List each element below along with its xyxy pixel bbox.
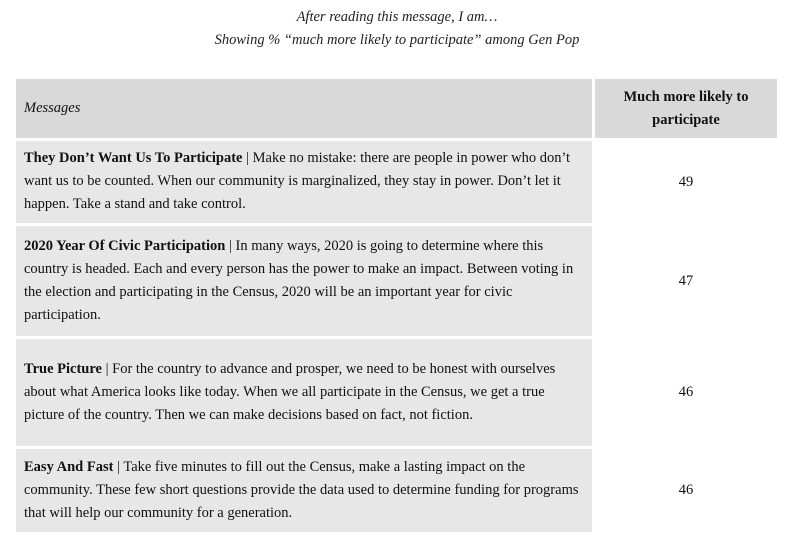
caption-line-1: After reading this message, I am…: [296, 9, 498, 25]
message-text: | For the country to advance and prosper, we need to be honest with ourselves about what America looks like today. When we all participate in the Census, we get a true picture of the country. Then we can make decisions based on fact, not fiction.: [24, 360, 556, 423]
table-row: [16, 449, 777, 535]
value-cell: 46: [595, 449, 777, 535]
message-title: Easy And Fast: [24, 458, 114, 475]
message-text: | Make no mistake: there are people in power who don’t want us to be counted. When our community is marginalized, they stay in power. Don’t let it happen. Take a stand and take control.: [24, 150, 571, 212]
message-text: | Take five minutes to fill out the Census, make a lasting impact on the community. These few short questions provide the data used to determine funding for programs that will help our community for a generation.: [24, 458, 579, 521]
message-cell: [16, 449, 595, 535]
message-title: True Picture: [24, 360, 102, 377]
message-text: | In many ways, 2020 is going to determine where this country is headed. Each and every person has the power to make an impact. Between voting in the election and participating in the Census, 2020 will be an important year for civic participation.: [24, 237, 574, 323]
caption-line-2: Showing % “much more likely to participate” among Gen Pop: [214, 32, 580, 48]
value-cell: 47: [595, 226, 777, 339]
value-cell: 46: [595, 339, 777, 449]
message-title: 2020 Year Of Civic Participation: [24, 237, 226, 254]
table-row: [16, 141, 777, 226]
table-row: [16, 226, 777, 339]
message-title: They Don’t Want Us To Participate: [24, 150, 243, 166]
value-cell: 49: [595, 141, 777, 226]
table-header-row: [16, 79, 777, 141]
message-cell: [16, 141, 595, 226]
message-cell: [16, 226, 595, 339]
message-cell: [16, 339, 595, 449]
header-messages: Messages: [16, 79, 595, 141]
table-row: [16, 339, 777, 449]
header-much-more-likely: Much more likely to participate: [595, 79, 777, 141]
messages-table: [16, 79, 777, 535]
